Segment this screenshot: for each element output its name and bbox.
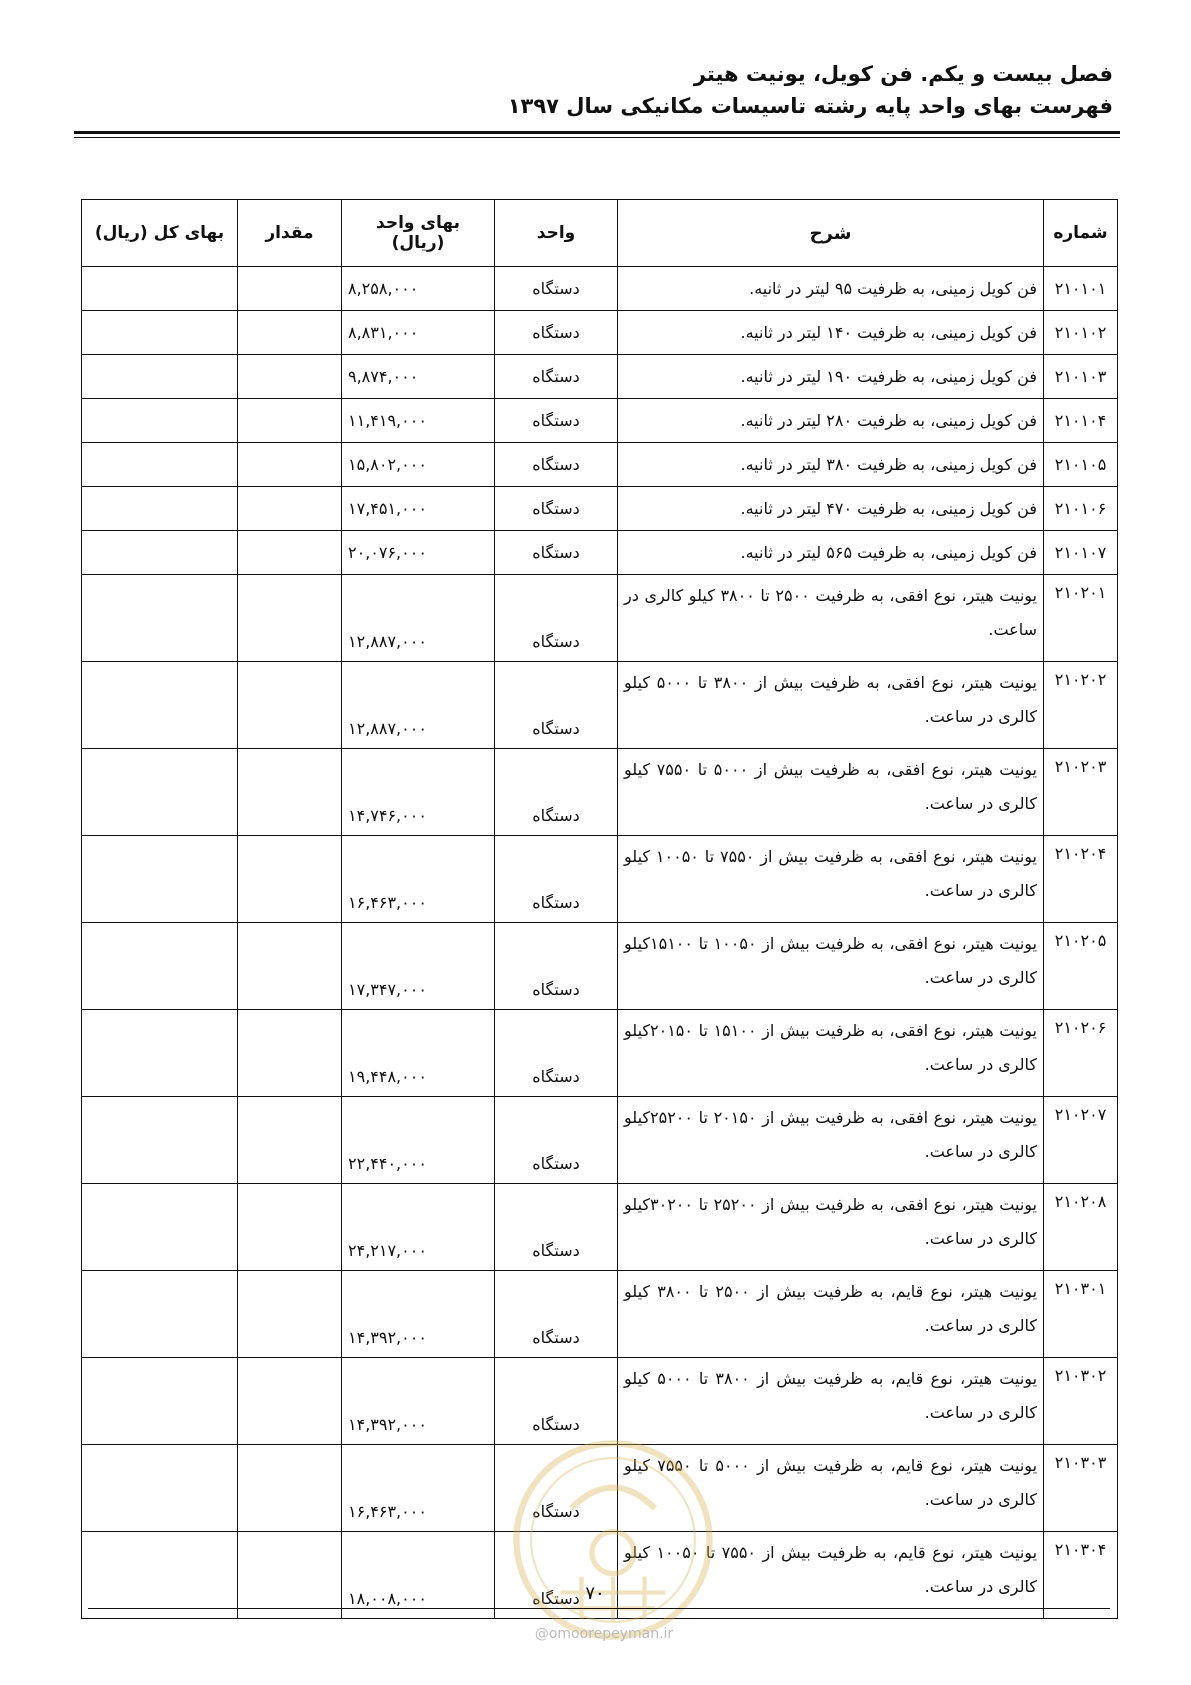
table-row xyxy=(82,1097,1118,1184)
item-description: یونیت هیتر، نوع افقی، به ظرفیت بیش از ۱۰۰۵۰ تا ۱۵۱۰۰کیلو کالری در ساعت. xyxy=(618,923,1044,1010)
item-total-price xyxy=(82,836,238,923)
item-description: یونیت هیتر، نوع قایم، به ظرفیت بیش از ۳۸۰۰ تا ۵۰۰۰ کیلو کالری در ساعت. xyxy=(618,1358,1044,1445)
item-number: ۲۱۰۱۰۱ xyxy=(1044,267,1118,311)
table-row xyxy=(82,355,1118,399)
item-unit-price: ۲۲,۴۴۰,۰۰۰ xyxy=(342,1097,495,1184)
item-unit: دستگاه xyxy=(495,311,618,355)
item-description: یونیت هیتر، نوع افقی، به ظرفیت بیش از ۷۵۵۰ تا ۱۰۰۵۰ کیلو کالری در ساعت. xyxy=(618,836,1044,923)
item-unit: دستگاه xyxy=(495,1184,618,1271)
item-unit: دستگاه xyxy=(495,1097,618,1184)
item-description: یونیت هیتر، نوع افقی، به ظرفیت بیش از ۳۸۰۰ تا ۵۰۰۰ کیلو کالری در ساعت. xyxy=(618,662,1044,749)
item-number: ۲۱۰۲۰۵ xyxy=(1044,923,1118,1010)
omoorepeyman-seal-icon xyxy=(508,1435,718,1645)
item-unit: دستگاه xyxy=(495,923,618,1010)
item-total-price xyxy=(82,1271,238,1358)
price-list-title: فهرست بهای واحد پایه رشته تاسیسات مکانیکی سال ۱۳۹۷ xyxy=(507,94,1113,118)
item-total-price xyxy=(82,443,238,487)
item-number: ۲۱۰۱۰۶ xyxy=(1044,487,1118,531)
item-total-price xyxy=(82,355,238,399)
item-unit: دستگاه xyxy=(495,487,618,531)
item-quantity xyxy=(238,1010,342,1097)
item-description: یونیت هیتر، نوع افقی، به ظرفیت بیش از ۲۵۲۰۰ تا ۳۰۲۰۰کیلو کالری در ساعت. xyxy=(618,1184,1044,1271)
item-number: ۲۱۰۳۰۴ xyxy=(1044,1532,1118,1619)
table-row xyxy=(82,1271,1118,1358)
item-unit-price: ۱۷,۴۵۱,۰۰۰ xyxy=(342,487,495,531)
item-unit: دستگاه xyxy=(495,1271,618,1358)
item-number: ۲۱۰۲۰۶ xyxy=(1044,1010,1118,1097)
item-total-price xyxy=(82,1010,238,1097)
item-unit: دستگاه xyxy=(495,1445,618,1532)
item-description: فن کویل زمینی، به ظرفیت ۹۵ لیتر در ثانیه. xyxy=(618,267,1044,311)
item-number: ۲۱۰۳۰۳ xyxy=(1044,1445,1118,1532)
item-number: ۲۱۰۱۰۴ xyxy=(1044,399,1118,443)
table-row xyxy=(82,836,1118,923)
item-number: ۲۱۰۲۰۱ xyxy=(1044,575,1118,662)
item-unit-price: ۲۰,۰۷۶,۰۰۰ xyxy=(342,531,495,575)
item-unit-price: ۱۶,۴۶۳,۰۰۰ xyxy=(342,836,495,923)
item-description: فن کویل زمینی، به ظرفیت ۳۸۰ لیتر در ثانیه. xyxy=(618,443,1044,487)
item-unit-price: ۹,۸۷۴,۰۰۰ xyxy=(342,355,495,399)
item-description: فن کویل زمینی، به ظرفیت ۱۴۰ لیتر در ثانیه. xyxy=(618,311,1044,355)
item-description: یونیت هیتر، نوع افقی، به ظرفیت ۲۵۰۰ تا ۳۸۰۰ کیلو کالری در ساعت. xyxy=(618,575,1044,662)
item-quantity xyxy=(238,1184,342,1271)
item-number: ۲۱۰۱۰۳ xyxy=(1044,355,1118,399)
header-rule-thin xyxy=(74,137,1120,138)
item-unit-price: ۱۴,۳۹۲,۰۰۰ xyxy=(342,1358,495,1445)
item-unit-price: ۱۱,۴۱۹,۰۰۰ xyxy=(342,399,495,443)
item-number: ۲۱۰۳۰۲ xyxy=(1044,1358,1118,1445)
item-total-price xyxy=(82,487,238,531)
item-total-price xyxy=(82,1184,238,1271)
item-total-price xyxy=(82,1532,238,1619)
table-row xyxy=(82,399,1118,443)
item-unit-price: ۸,۸۳۱,۰۰۰ xyxy=(342,311,495,355)
item-unit: دستگاه xyxy=(495,399,618,443)
item-number: ۲۱۰۲۰۲ xyxy=(1044,662,1118,749)
item-quantity xyxy=(238,531,342,575)
table-row xyxy=(82,267,1118,311)
item-number: ۲۱۰۱۰۷ xyxy=(1044,531,1118,575)
item-number: ۲۱۰۲۰۳ xyxy=(1044,749,1118,836)
item-description: یونیت هیتر، نوع قایم، به ظرفیت بیش از ۲۵۰۰ تا ۳۸۰۰ کیلو کالری در ساعت. xyxy=(618,1271,1044,1358)
item-unit-price: ۱۴,۷۴۶,۰۰۰ xyxy=(342,749,495,836)
table-row xyxy=(82,749,1118,836)
item-unit-price: ۱۵,۸۰۲,۰۰۰ xyxy=(342,443,495,487)
item-total-price xyxy=(82,1097,238,1184)
item-description: یونیت هیتر، نوع افقی، به ظرفیت بیش از ۱۵۱۰۰ تا ۲۰۱۵۰کیلو کالری در ساعت. xyxy=(618,1010,1044,1097)
item-unit: دستگاه xyxy=(495,1532,618,1619)
item-number: ۲۱۰۲۰۷ xyxy=(1044,1097,1118,1184)
item-total-price xyxy=(82,531,238,575)
table-row xyxy=(82,443,1118,487)
header-number: شماره xyxy=(1044,200,1118,267)
item-description: فن کویل زمینی، به ظرفیت ۴۷۰ لیتر در ثانیه. xyxy=(618,487,1044,531)
item-unit-price: ۱۹,۴۴۸,۰۰۰ xyxy=(342,1010,495,1097)
item-total-price xyxy=(82,1358,238,1445)
header-unit: واحد xyxy=(495,200,618,267)
item-unit-price: ۸,۲۵۸,۰۰۰ xyxy=(342,267,495,311)
item-quantity xyxy=(238,836,342,923)
item-unit-price: ۱۷,۳۴۷,۰۰۰ xyxy=(342,923,495,1010)
footer-rule xyxy=(88,1608,1110,1609)
table-row xyxy=(82,531,1118,575)
item-quantity xyxy=(238,662,342,749)
table-row xyxy=(82,1010,1118,1097)
table-row xyxy=(82,923,1118,1010)
item-unit-price: ۱۶,۴۶۳,۰۰۰ xyxy=(342,1445,495,1532)
item-total-price xyxy=(82,1445,238,1532)
item-total-price xyxy=(82,662,238,749)
table-header-row xyxy=(82,200,1118,267)
item-quantity xyxy=(238,749,342,836)
header-description: شرح xyxy=(618,200,1044,267)
item-quantity xyxy=(238,1097,342,1184)
item-unit-price: ۲۴,۲۱۷,۰۰۰ xyxy=(342,1184,495,1271)
item-unit: دستگاه xyxy=(495,836,618,923)
item-total-price xyxy=(82,749,238,836)
table-row xyxy=(82,1184,1118,1271)
item-quantity xyxy=(238,1445,342,1532)
item-description: فن کویل زمینی، به ظرفیت ۱۹۰ لیتر در ثانیه. xyxy=(618,355,1044,399)
item-unit-price: ۱۸,۰۰۸,۰۰۰ xyxy=(342,1532,495,1619)
item-unit: دستگاه xyxy=(495,531,618,575)
header-total-price: بهای کل (ریال) xyxy=(82,200,238,267)
item-quantity xyxy=(238,1532,342,1619)
page-number: ۷۰ xyxy=(585,1583,605,1604)
header-unit-price: بهای واحد (ریال) xyxy=(342,200,495,267)
header-quantity: مقدار xyxy=(238,200,342,267)
item-description: فن کویل زمینی، به ظرفیت ۲۸۰ لیتر در ثانیه. xyxy=(618,399,1044,443)
website-watermark: @omoorepeyman.ir xyxy=(534,1626,674,1642)
item-unit: دستگاه xyxy=(495,1358,618,1445)
item-unit: دستگاه xyxy=(495,355,618,399)
table-row xyxy=(82,662,1118,749)
page-header xyxy=(508,58,1113,122)
item-quantity xyxy=(238,1271,342,1358)
item-description: فن کویل زمینی، به ظرفیت ۵۶۵ لیتر در ثانیه. xyxy=(618,531,1044,575)
item-total-price xyxy=(82,399,238,443)
table-row xyxy=(82,311,1118,355)
item-description: یونیت هیتر، نوع افقی، به ظرفیت بیش از ۵۰۰۰ تا ۷۵۵۰ کیلو کالری در ساعت. xyxy=(618,749,1044,836)
item-unit: دستگاه xyxy=(495,443,618,487)
item-quantity xyxy=(238,1358,342,1445)
item-quantity xyxy=(238,487,342,531)
item-quantity xyxy=(238,923,342,1010)
item-total-price xyxy=(82,311,238,355)
item-quantity xyxy=(238,575,342,662)
item-unit-price: ۱۴,۳۹۲,۰۰۰ xyxy=(342,1271,495,1358)
item-unit: دستگاه xyxy=(495,662,618,749)
item-unit: دستگاه xyxy=(495,267,618,311)
price-table xyxy=(81,199,1118,1619)
item-number: ۲۱۰۳۰۱ xyxy=(1044,1271,1118,1358)
item-unit-price: ۱۲,۸۸۷,۰۰۰ xyxy=(342,662,495,749)
table-row xyxy=(82,575,1118,662)
item-unit: دستگاه xyxy=(495,749,618,836)
item-number: ۲۱۰۱۰۵ xyxy=(1044,443,1118,487)
item-number: ۲۱۰۲۰۴ xyxy=(1044,836,1118,923)
item-quantity xyxy=(238,311,342,355)
table-row xyxy=(82,1358,1118,1445)
item-quantity xyxy=(238,355,342,399)
item-total-price xyxy=(82,575,238,662)
item-unit: دستگاه xyxy=(495,1010,618,1097)
item-total-price xyxy=(82,267,238,311)
table-row xyxy=(82,487,1118,531)
item-quantity xyxy=(238,267,342,311)
item-description: یونیت هیتر، نوع قایم، به ظرفیت بیش از ۷۵۵۰ تا ۱۰۰۵۰ کیلو کالری در ساعت. xyxy=(618,1532,1044,1619)
item-unit: دستگاه xyxy=(495,575,618,662)
header-rule-thick xyxy=(74,131,1120,134)
item-quantity xyxy=(238,399,342,443)
item-number: ۲۱۰۱۰۲ xyxy=(1044,311,1118,355)
item-description: یونیت هیتر، نوع قایم، به ظرفیت بیش از ۵۰۰۰ تا ۷۵۵۰ کیلو کالری در ساعت. xyxy=(618,1445,1044,1532)
item-unit-price: ۱۲,۸۸۷,۰۰۰ xyxy=(342,575,495,662)
item-total-price xyxy=(82,923,238,1010)
item-description: یونیت هیتر، نوع افقی، به ظرفیت بیش از ۲۰۱۵۰ تا ۲۵۲۰۰کیلو کالری در ساعت. xyxy=(618,1097,1044,1184)
item-quantity xyxy=(238,443,342,487)
chapter-title: فصل بیست و یکم. فن کویل، یونیت هیتر xyxy=(693,62,1113,86)
item-number: ۲۱۰۲۰۸ xyxy=(1044,1184,1118,1271)
